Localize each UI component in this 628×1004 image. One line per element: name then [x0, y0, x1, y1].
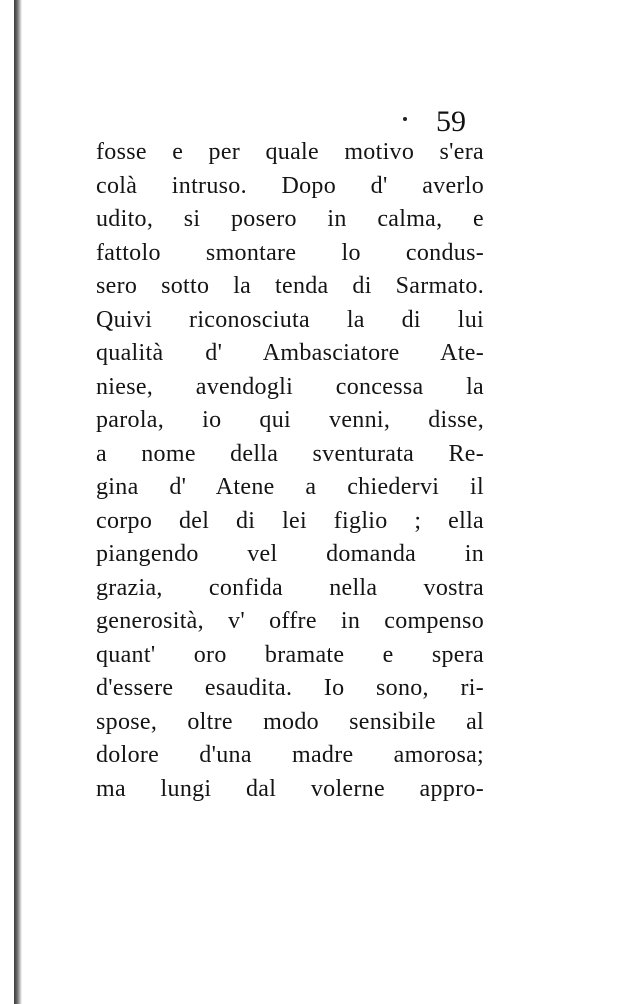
ink-speck [403, 117, 407, 121]
text-line: niese, avendogli concessa la [96, 373, 484, 400]
text-line: fosse e per quale motivo s'era [96, 139, 484, 165]
text-line: fattolo smontare lo condus- [96, 239, 484, 266]
body-text [96, 136, 484, 806]
text-line: a nome della sventurata Re- [96, 440, 484, 467]
text-line: generosità, v' offre in compenso [96, 608, 484, 634]
book-spine-shadow [14, 0, 22, 1004]
text-line: ma lungi dal volerne appro- [96, 775, 484, 802]
text-line: corpo del di lei figlio ; ella [96, 507, 484, 534]
text-line: parola, io qui venni, disse, [96, 407, 484, 433]
text-line: colà intruso. Dopo d' averlo [96, 172, 484, 199]
text-line: d'essere esaudita. Io sono, ri- [96, 675, 484, 701]
text-line: gina d' Atene a chiedervi il [96, 474, 484, 500]
text-line: piangendo vel domanda in [96, 541, 484, 567]
text-line: Quivi riconosciuta la di lui [96, 306, 484, 333]
text-line: spose, oltre modo sensibile al [96, 708, 484, 735]
text-line: dolore d'una madre amorosa; [96, 742, 484, 768]
page-number: 59 [436, 105, 466, 138]
text-line: sero sotto la tenda di Sarmato. [96, 273, 484, 299]
text-line: udito, si posero in calma, e [96, 206, 484, 232]
text-line: grazia, confida nella vostra [96, 574, 484, 601]
text-line: qualità d' Ambasciatore Ate- [96, 340, 484, 366]
text-line: quant' oro bramate e spera [96, 641, 484, 668]
